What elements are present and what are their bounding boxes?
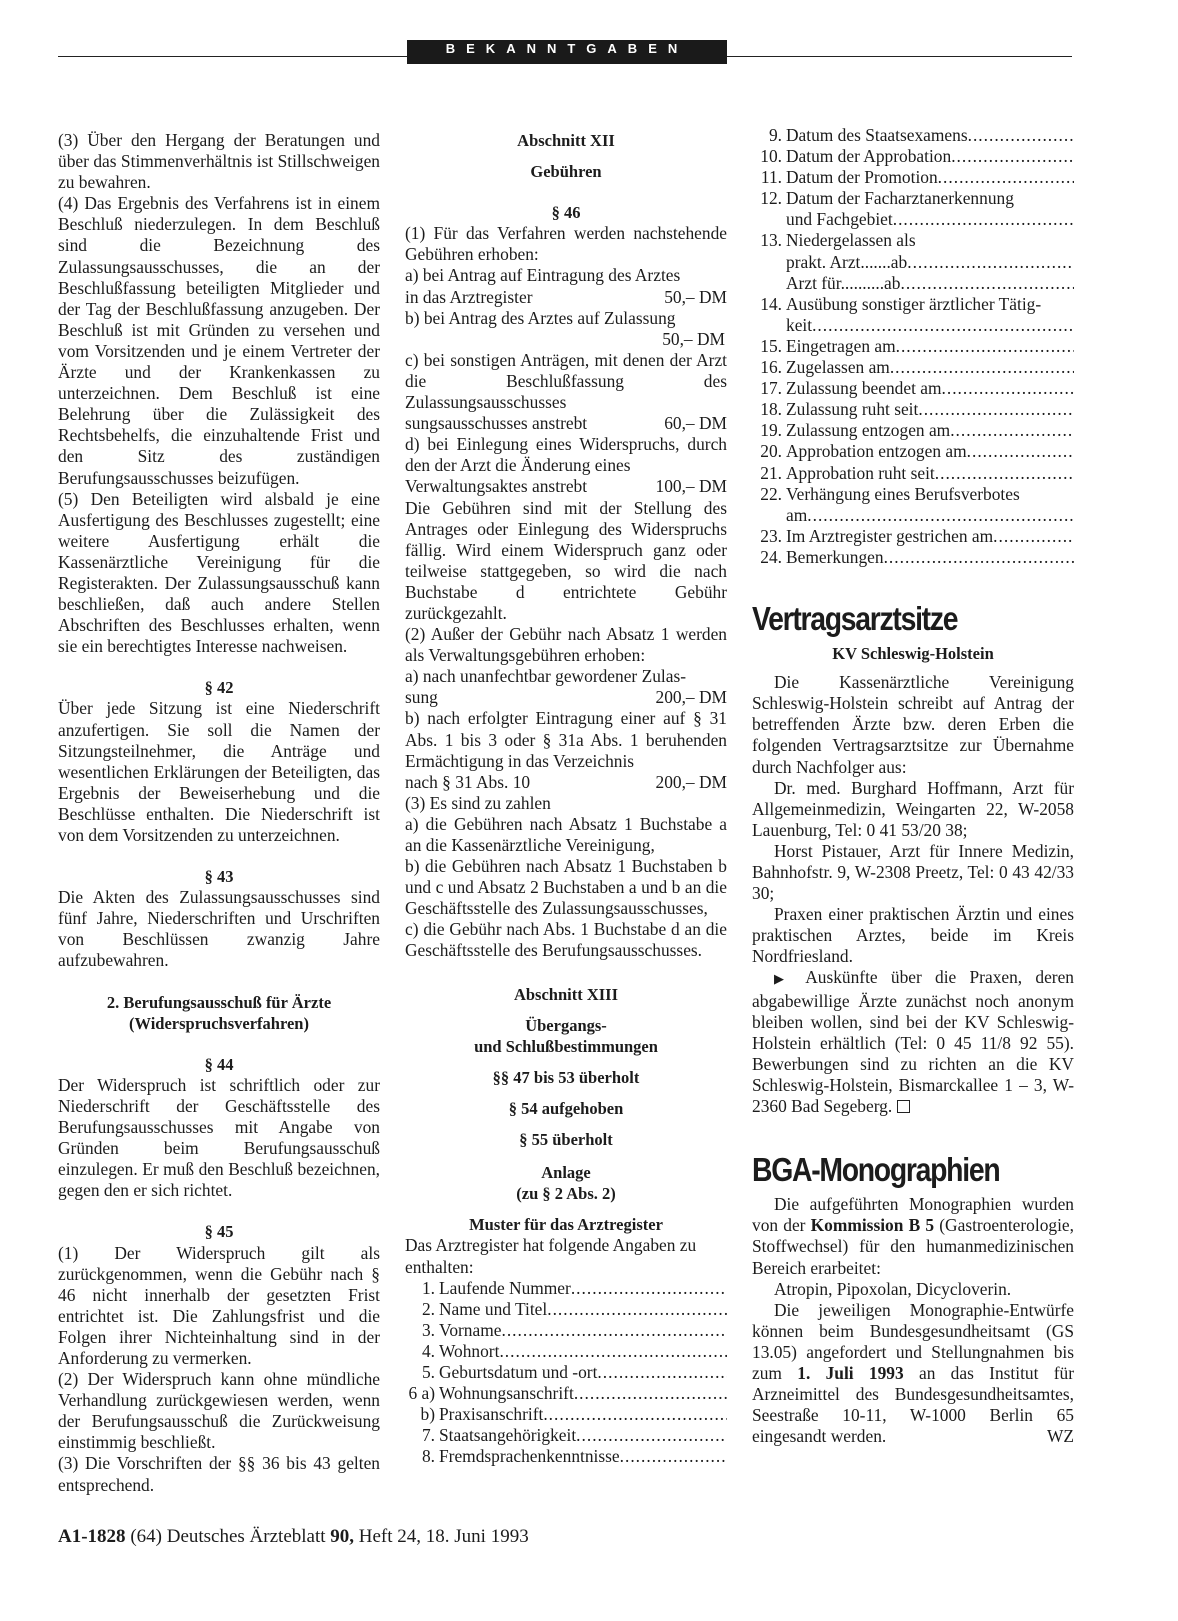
heading-s42: § 42 <box>204 678 234 698</box>
fee-c: c) bei sonstigen Anträgen, mit denen der Arzt die Beschlußfassung des Zulassungsausschusses <box>405 349 727 413</box>
page-footer <box>58 1526 529 1548</box>
list-item <box>752 252 1074 273</box>
fee-b2-line <box>405 772 727 793</box>
arrow-right-icon: ▶ <box>774 972 793 988</box>
leader-dots <box>935 463 1074 484</box>
item-label: Arzt für..........ab <box>786 272 901 293</box>
paragraph: (3) Die Vorschriften der §§ 36 bis 43 gelten entsprechend. <box>58 1453 380 1495</box>
item-label: Ausübung sonstiger ärztlicher Tätig- <box>786 293 1042 314</box>
list-item <box>405 1425 727 1446</box>
item-label: Staatsangehörigkeit <box>439 1425 577 1446</box>
text: an das Institut für Arzneimittel des Bundesgesundheitsamtes, Seestraße 10-11, W-1000 Berlin 65 eingesandt werden. <box>752 1362 1074 1447</box>
list-item <box>752 273 1074 294</box>
list-item <box>752 167 1074 188</box>
item-label: Verhängung eines Berufsverbotes <box>786 483 1020 504</box>
leader-dots <box>993 526 1074 547</box>
item-label: prakt. Arzt.......ab <box>786 251 908 272</box>
item-number: 21. <box>760 462 782 483</box>
item-number: 18. <box>760 399 782 420</box>
item-number: 23. <box>760 525 782 546</box>
text: (Gastroenterologie, Stoffwechsel) für den humanmedizinischen Bereich erarbeitet: <box>752 1215 1074 1278</box>
signature: WZ <box>1046 1426 1074 1447</box>
list-item <box>752 441 1074 462</box>
paragraph: Die Gebühren sind mit der Stellung des Antrages oder Einlegung des Widerspruchs fällig. Wird einem Widerspruch ganz oder teilweise stattgegeben, so wird die nach Buchstabe d entrichtete Gebühr zurückgezahlt. <box>405 497 727 623</box>
text: Die aufgeführten Monographien wurden von der <box>752 1194 1074 1236</box>
fee-amount: 100,– DM <box>655 476 727 497</box>
paragraph <box>752 1300 1074 1448</box>
heading-anlage: Anlage <box>541 1163 591 1183</box>
item-number: 9. <box>768 125 782 145</box>
heading-bga-monographien: BGA-Monographien <box>752 1151 1000 1189</box>
item-label: Zulassung entzogen am <box>786 420 951 441</box>
paragraph: Atropin, Pipoxolan, Dicycloverin. <box>774 1278 1012 1299</box>
list-item <box>752 315 1074 336</box>
item-label: Laufende Nummer <box>439 1277 571 1298</box>
leader-dots <box>907 252 1074 273</box>
item-label: am <box>786 504 808 525</box>
list-item <box>405 1362 727 1383</box>
list-item <box>752 209 1074 230</box>
item-label: Vorname <box>439 1319 502 1340</box>
paragraph: Das Arztregister hat folgende Angaben zu enthalten: <box>405 1235 697 1277</box>
register-list <box>405 1278 727 1468</box>
paragraph: a) die Gebühren nach Absatz 1 Buchstabe a an die Kassenärztliche Vereinigung, <box>405 813 727 855</box>
item-label: Bemerkungen <box>786 546 884 567</box>
heading-berufungsausschuss: 2. Berufungsausschuß für Ärzte <box>106 992 332 1012</box>
register-list-continued <box>752 125 1074 568</box>
leader-dots <box>968 125 1074 146</box>
heading-abschnitt-xiii: Abschnitt XIII <box>513 984 619 1004</box>
fee-amount: 60,– DM <box>664 413 727 434</box>
item-label: keit <box>786 314 813 335</box>
section-tag: BEKANNTGABEN <box>407 40 727 64</box>
paragraph: (2) Der Widerspruch kann ohne mündliche Verhandlung zurückgewiesen werden, wenn der Berufungsausschuß die Zurückweisung einstimmig beschließt. <box>58 1369 380 1453</box>
leader-dots <box>942 378 1074 399</box>
list-item <box>405 1341 727 1362</box>
header-rule-left <box>58 56 408 57</box>
item-number: 10. <box>760 146 782 167</box>
item-label: Eingetragen am <box>786 335 896 356</box>
heading-s55: § 55 überholt <box>519 1130 613 1150</box>
leader-dots <box>884 547 1074 568</box>
fee-amount: 50,– DM <box>664 286 727 307</box>
item-number: 13. <box>760 230 782 251</box>
paragraph: Die Kassenärztliche Vereinigung Schleswig-Holstein schreibt auf Antrag der betreffenden Ärzte bzw. deren Erben die folgenden Vertragsarztsitze zur Übernahme durch Nachfolger aus: <box>752 672 1074 777</box>
list-item <box>752 420 1074 441</box>
list-item <box>752 125 1074 146</box>
leader-dots <box>950 420 1074 441</box>
fee-a: a) bei Antrag auf Eintragung des Arztes <box>405 265 681 286</box>
heading-schlussbestimmungen: und Schlußbestimmungen <box>474 1036 658 1056</box>
paragraph <box>752 1194 1074 1278</box>
leader-dots <box>812 315 1074 336</box>
item-label: Datum der Approbation <box>786 146 952 167</box>
list-item <box>752 146 1074 167</box>
item-number: 15. <box>760 335 782 356</box>
leader-dots <box>918 399 1074 420</box>
list-item <box>752 526 1074 547</box>
fee-b: b) bei Antrag des Arztes auf Zulassung <box>405 307 676 328</box>
fee-a2-line <box>405 687 727 708</box>
leader-dots <box>547 1299 727 1320</box>
paragraph: (1) Für das Verfahren werden nachstehende Gebühren erhoben: <box>405 223 727 265</box>
item-number: 8. <box>421 1446 435 1467</box>
paragraph: (2) Außer der Gebühr nach Absatz 1 werden als Verwaltungsgebühren erhoben: <box>405 624 727 666</box>
leader-dots <box>890 357 1074 378</box>
leader-dots <box>807 505 1074 526</box>
item-label: Im Arztregister gestrichen am <box>786 525 994 546</box>
paragraph: (1) Der Widerspruch gilt als zurückgenommen, wenn die Gebühr nach § 46 nicht innerhalb der gesetzten Frist entrichtet ist. Die Zahlungsfrist und die Folgen ihrer Nichteinhaltung sind in der Anforderung zu vermerken. <box>58 1242 380 1368</box>
leader-dots <box>574 1383 727 1404</box>
item-number: 22. <box>760 483 782 504</box>
item-number: 24. <box>760 546 782 567</box>
list-item <box>752 294 1074 315</box>
list-item <box>405 1320 727 1341</box>
heading-s46: § 46 <box>551 203 581 223</box>
heading-abschnitt-xii: Abschnitt XII <box>517 131 615 150</box>
paragraph: Praxen einer praktischen Ärztin und eines praktischen Arztes, beide im Kreis Nordfriesland. <box>752 904 1074 967</box>
heading-widerspruchsverfahren: (Widerspruchsverfahren) <box>129 1013 309 1033</box>
item-label: Datum des Staatsexamens <box>786 125 968 145</box>
list-item <box>752 357 1074 378</box>
leader-dots <box>571 1278 727 1299</box>
text: Die jeweiligen Monographie-Entwürfe können beim Bundesgesundheitsamt (GS 13.05) angefordert und Stellungnahmen bis zum <box>752 1299 1074 1383</box>
footer-volume: 90, <box>330 1526 355 1547</box>
leader-dots <box>951 146 1074 167</box>
heading-uebergangs: Übergangs- <box>525 1015 607 1035</box>
fee-a-line <box>405 287 727 308</box>
leader-dots <box>938 167 1074 188</box>
item-label: Praxisanschrift <box>439 1404 544 1425</box>
item-number: b) <box>420 1404 435 1425</box>
paragraph: (3) Es sind zu zahlen <box>405 792 551 813</box>
heading-s45: § 45 <box>204 1222 234 1242</box>
paragraph: (3) Über den Hergang der Beratungen und über das Stimmenverhältnis ist Stillschweigen zu bewahren. <box>58 130 380 193</box>
heading-s47: §§ 47 bis 53 überholt <box>492 1067 640 1087</box>
list-item <box>752 463 1074 484</box>
item-number: 12. <box>760 188 782 209</box>
list-item <box>752 378 1074 399</box>
leader-dots <box>597 1362 727 1383</box>
item-number: 19. <box>760 420 782 441</box>
paragraph: Die Akten des Zulassungsausschusses sind fünf Jahre, Niederschriften und Urschriften von Beschlüssen zwanzig Jahre aufzubewahren. <box>58 887 380 971</box>
item-number: 3. <box>421 1319 435 1340</box>
footer-journal: (64) Deutsches Ärzteblatt <box>130 1526 326 1547</box>
item-label: Wohnungsanschrift <box>439 1383 574 1404</box>
paragraph: Der Widerspruch ist schriftlich oder zur Niederschrift der Geschäftsstelle des Berufungsausschusses mit Angabe von Gründen beim Berufungsausschuß einzulegen. Er muß den Beschluß bezeichnen, gegen den er sich richtet. <box>58 1074 380 1201</box>
paragraph-text: Auskünfte über die Praxen, deren abgabewillige Ärzte zunächst noch anonym bleiben wollen, sind bei der KV Schleswig-Holstein erhältlich (Tel: 0 45 11/8 92 55). Bewerbungen sind zu richten an die KV Schleswig-Holstein, Bismarckallee 1 – 3, W-2360 Bad Segeberg. <box>752 967 1075 1117</box>
list-item <box>405 1299 727 1320</box>
column-2 <box>405 130 727 1467</box>
heading-anlage-ref: (zu § 2 Abs. 2) <box>516 1184 616 1204</box>
list-item <box>752 484 1074 505</box>
item-label: und Fachgebiet <box>786 209 893 230</box>
fee-label: Verwaltungsaktes anstrebt <box>405 476 588 497</box>
leader-dots <box>620 1446 727 1467</box>
heading-gebuehren: Gebühren <box>530 162 602 182</box>
item-label: Zulassung beendet am <box>786 378 942 399</box>
item-label: Wohnort <box>439 1340 500 1361</box>
footer-issue: Heft 24, 18. Juni 1993 <box>358 1526 529 1547</box>
list-item <box>752 505 1074 526</box>
paragraph <box>752 967 1074 1117</box>
subheading-kv-schleswig-holstein: KV Schleswig-Holstein <box>832 644 994 664</box>
item-label: Approbation entzogen am <box>786 441 967 462</box>
fee-amount: 200,– DM <box>655 687 727 708</box>
list-item <box>752 547 1074 568</box>
item-number: 16. <box>760 357 782 378</box>
item-number: 20. <box>760 441 782 462</box>
heading-s43: § 43 <box>204 867 234 887</box>
fee-label: nach § 31 Abs. 10 <box>405 771 531 792</box>
heading-vertragsarztsitze: Vertragsarztsitze <box>752 599 958 637</box>
column-3 <box>752 125 1074 1447</box>
paragraph: Über jede Sitzung ist eine Niederschrift anzufertigen. Sie soll die Namen der Sitzungsteilnehmer, die Anträge und wesentlichen Erklärungen der Beteiligten, das Ergebnis der Beweiserhebung und die Beschlüsse enthalten. Die Niederschrift ist von dem Vorsitzenden zu unterzeichnen. <box>58 698 380 845</box>
leader-dots <box>893 209 1074 230</box>
fee-label: sungsausschusses anstrebt <box>405 413 588 434</box>
item-number: 4. <box>421 1340 435 1361</box>
item-number: 17. <box>760 378 782 399</box>
leader-dots <box>501 1320 727 1341</box>
list-item <box>752 399 1074 420</box>
paragraph: b) die Gebühren nach Absatz 1 Buchstaben b und c und Absatz 2 Buchstaben a und b an die Geschäftsstelle des Zulassungsausschusses, <box>405 856 727 919</box>
leader-dots <box>499 1341 727 1362</box>
item-number: 1. <box>421 1277 435 1298</box>
heading-s44: § 44 <box>204 1054 234 1074</box>
fee-d-line <box>405 476 727 497</box>
item-number: 7. <box>421 1425 435 1446</box>
item-label: Fremdsprachenkenntnisse <box>439 1446 620 1467</box>
item-label: Approbation ruht seit <box>786 462 935 483</box>
item-label: Niedergelassen als <box>786 230 916 251</box>
leader-dots <box>543 1404 727 1425</box>
page-number: A1-1828 <box>58 1526 126 1547</box>
item-number: 2. <box>421 1298 435 1319</box>
end-mark-icon <box>897 1100 910 1113</box>
item-number: 6 a) <box>408 1383 435 1404</box>
leader-dots <box>576 1425 727 1446</box>
leader-dots <box>900 273 1074 294</box>
fee-a2: a) nach unanfechtbar gewordener Zulas- <box>405 666 687 687</box>
item-label: Name und Titel <box>439 1298 548 1319</box>
fee-amount: 50,– DM <box>662 328 725 349</box>
list-item <box>405 1278 727 1299</box>
paragraph: Dr. med. Burghard Hoffmann, Arzt für Allgemeinmedizin, Weingarten 22, W-2058 Lauenburg, Tel: 0 41 53/20 38; <box>752 777 1074 840</box>
list-item <box>405 1446 727 1467</box>
item-label: Datum der Facharztanerkennung <box>786 188 1014 209</box>
column-1 <box>58 130 380 1496</box>
list-item <box>752 336 1074 357</box>
item-number: 5. <box>421 1361 435 1382</box>
leader-dots <box>896 336 1074 357</box>
list-item <box>405 1383 727 1404</box>
fee-label: in das Arztregister <box>405 286 533 307</box>
fee-b2: b) nach erfolgter Eintragung einer auf § 31 Abs. 1 bis 3 oder § 31a Abs. 1 beruhenden Ermächtigung in das Verzeichnis <box>405 708 727 771</box>
paragraph: (5) Den Beteiligten wird alsbald je eine Ausfertigung des Beschlusses zugestellt; eine weitere Ausfertigung erhält die Kassenärztliche Vereinigung für die Registerakten. Der Zulassungsausschuß kann beschließen, daß auch andere Stellen Abschriften des Beschlusses erhalten, wenn sie ein berechtigtes Interesse nachweisen. <box>58 488 380 657</box>
item-label: Zulassung ruht seit <box>786 399 919 420</box>
fee-amount: 200,– DM <box>655 771 727 792</box>
list-item <box>405 1404 727 1425</box>
leader-dots <box>967 441 1074 462</box>
item-label: Zugelassen am <box>786 357 890 378</box>
list-item <box>752 230 1074 251</box>
paragraph: Horst Pistauer, Arzt für Innere Medizin, Bahnhofstr. 9, W-2308 Preetz, Tel: 0 43 42/33 30; <box>752 840 1074 904</box>
text-bold: 1. Juli 1993 <box>797 1362 904 1383</box>
item-label: Geburtsdatum und -ort <box>439 1361 598 1382</box>
text-bold: Kommission B 5 <box>810 1215 935 1236</box>
heading-muster: Muster für das Arztregister <box>469 1215 663 1235</box>
item-number: 14. <box>760 293 782 314</box>
header-rule-right <box>727 56 1072 57</box>
paragraph: (4) Das Ergebnis des Verfahrens ist in einem Beschluß niederzulegen. In dem Beschluß sind die Bezeichnung des Zulassungsausschusses, die an der Beschlußfassung beteiligten Mitglieder und der Tag der Beschlußfassung anzugeben. Der Beschluß ist mit Gründen zu versehen und vom Vorsitzenden und je einem Vertreter der Ärzte und der Krankenkassen zu unterzeichnen. Dem Beschluß ist eine Belehrung über die Zulässigkeit des Rechtsbehelfs, die einzuhaltende Frist und den Sitz des zuständigen Berufungsausschusses beizufügen. <box>58 193 380 488</box>
heading-s54: § 54 aufgehoben <box>508 1098 624 1118</box>
item-number: 11. <box>760 167 782 188</box>
fee-d: d) bei Einlegung eines Widerspruchs, durch den der Arzt die Änderung eines <box>405 434 727 476</box>
fee-c-line <box>405 413 727 434</box>
fee-label: sung <box>405 687 438 708</box>
item-label: Datum der Promotion <box>786 167 938 188</box>
paragraph: c) die Gebühr nach Abs. 1 Buchstabe d an die Geschäftsstelle des Berufungsausschusses. <box>405 919 727 961</box>
list-item <box>752 188 1074 209</box>
